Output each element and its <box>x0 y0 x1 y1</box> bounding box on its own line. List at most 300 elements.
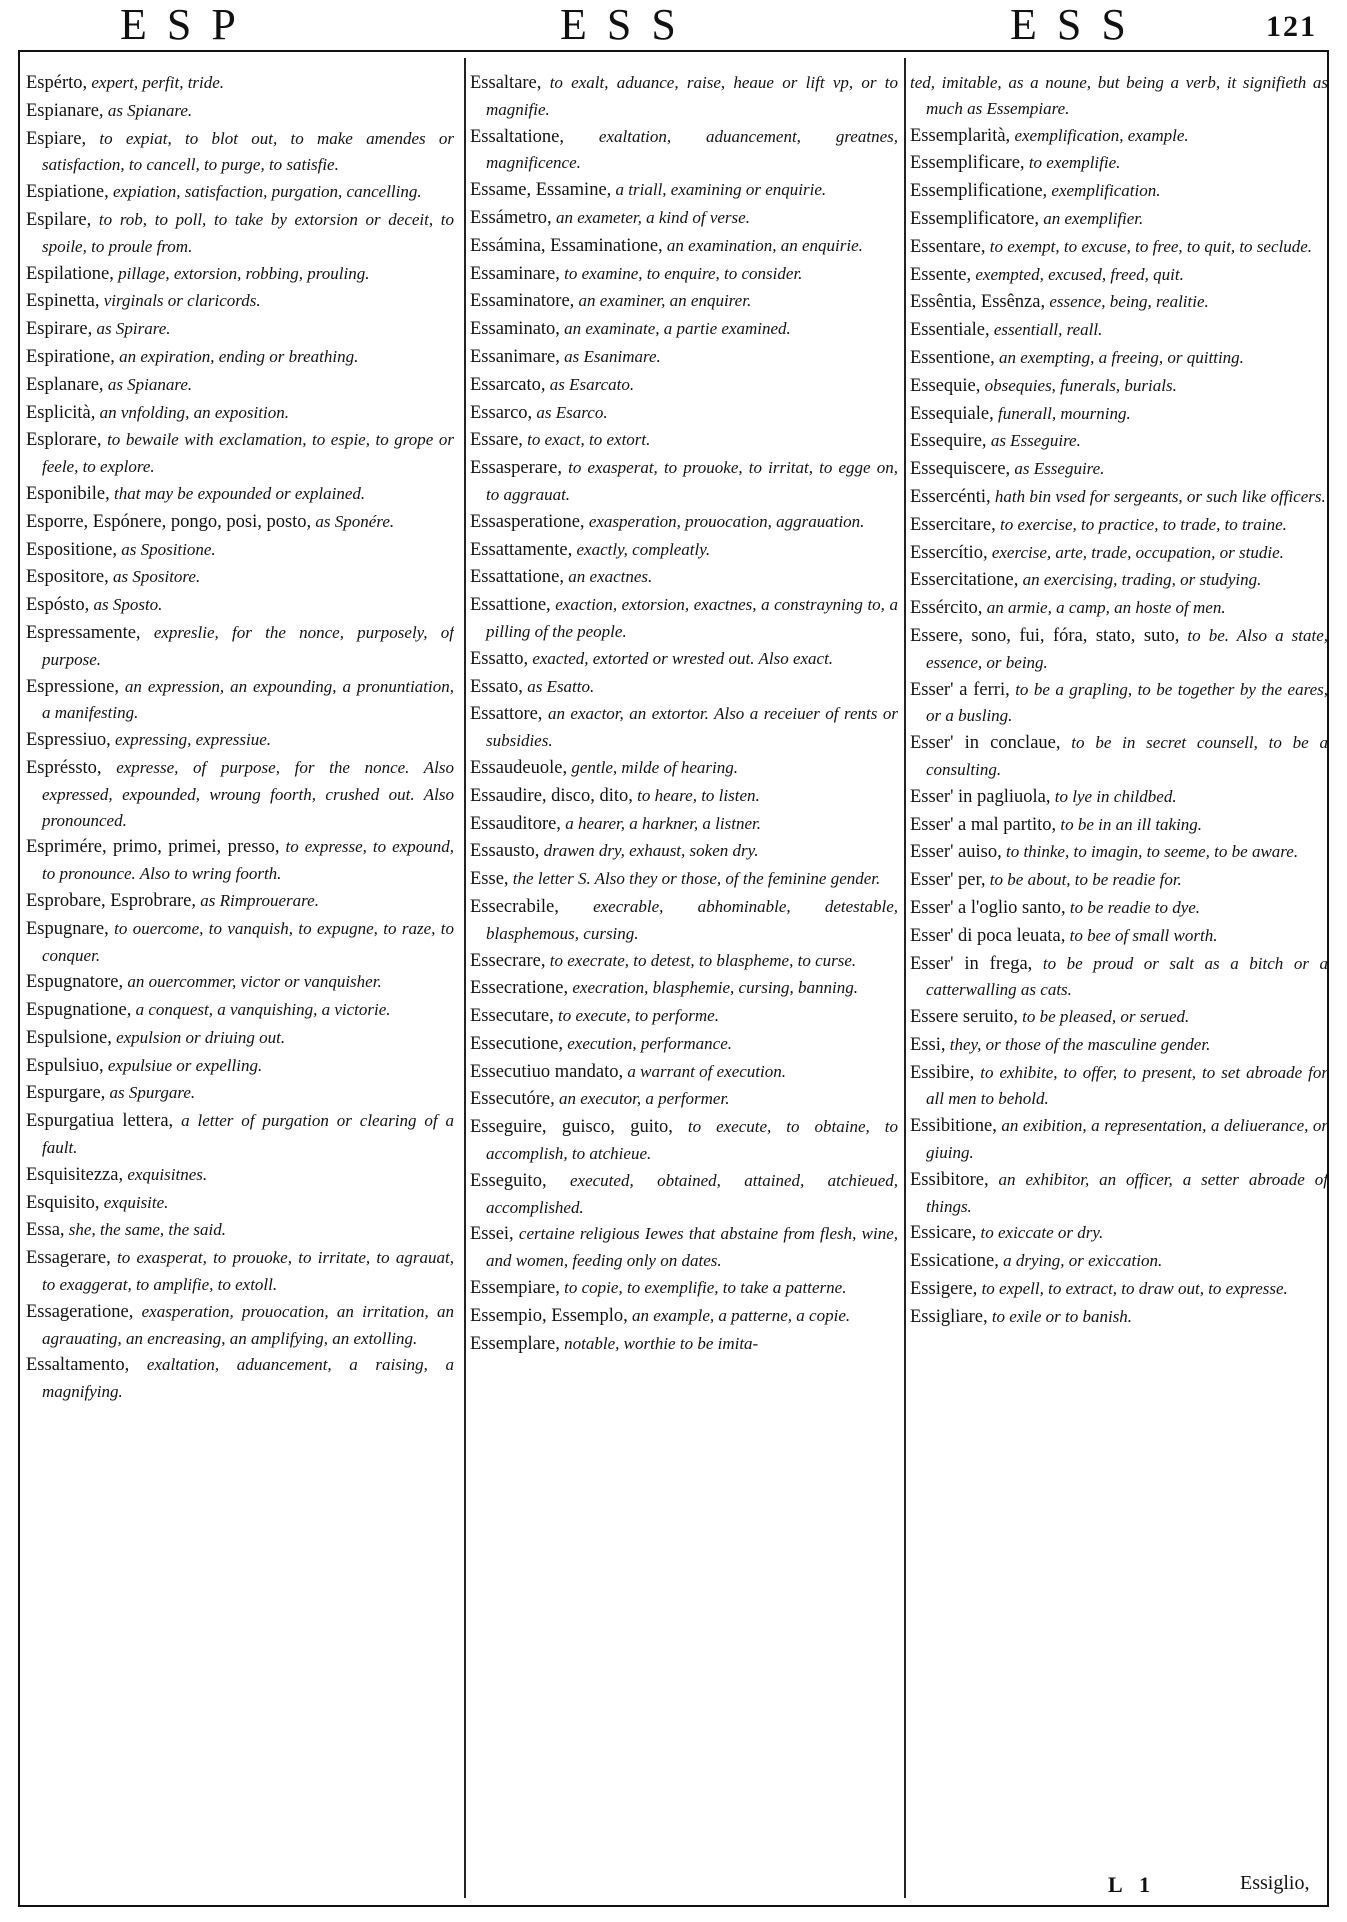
entry-headword: Espiatione, <box>26 182 109 203</box>
entry-definition: an armie, a camp, an hoste of men. <box>986 598 1226 618</box>
dictionary-entry <box>910 839 1328 866</box>
dictionary-entry <box>26 98 454 125</box>
entry-headword: Essemplare, <box>470 1333 560 1354</box>
dictionary-entry <box>910 70 1328 122</box>
dictionary-entry <box>910 401 1328 428</box>
entry-headword: Esplicità, <box>26 402 96 423</box>
dictionary-entry <box>910 867 1328 894</box>
dictionary-entry <box>470 1031 898 1058</box>
entry-headword: Esser' in conclaue, <box>910 733 1061 754</box>
entry-headword: Essêntia, Essênza, <box>910 292 1046 313</box>
entry-headword: Essausto, <box>470 841 540 862</box>
entry-definition: to lye in childbed. <box>1054 786 1177 806</box>
entry-definition: an examination, an enquirie. <box>666 235 863 255</box>
entry-definition: an exempting, a freeing, or quitting. <box>999 347 1244 367</box>
top-rule <box>18 50 1329 52</box>
entry-definition: exemplification, example. <box>1014 125 1189 145</box>
dictionary-entry <box>470 288 898 315</box>
entry-definition: essentiall, reall. <box>993 320 1103 340</box>
entry-definition: to expell, to extract, to draw out, to expresse. <box>981 1279 1288 1299</box>
entry-definition: to be in an ill taking. <box>1060 814 1203 834</box>
dictionary-entry <box>470 70 898 123</box>
dictionary-entry <box>470 592 898 645</box>
entry-headword: Essemplificare, <box>910 153 1025 174</box>
entry-headword: Essattione, <box>470 595 551 616</box>
entry-definition: as Esanimare. <box>564 346 661 366</box>
dictionary-entry <box>26 537 454 564</box>
entry-headword: Essaltare, <box>470 73 542 93</box>
dictionary-entry <box>470 975 898 1002</box>
entry-definition: to be a grapling, to be together by the eares, or a busling. <box>926 679 1328 726</box>
left-border <box>18 50 20 1905</box>
entry-definition: exercise, arte, trade, occupation, or studie. <box>991 542 1284 562</box>
dictionary-entry <box>26 400 454 427</box>
entry-headword: Essecratione, <box>470 978 569 999</box>
entry-headword: Esser' a ferri, <box>910 679 1010 700</box>
dictionary-entry <box>26 1190 454 1217</box>
entry-headword: Essempiare, <box>470 1278 560 1299</box>
entry-headword: Essequiscere, <box>910 459 1011 480</box>
entry-headword: Esser' in pagliuola, <box>910 786 1051 807</box>
dictionary-entry <box>26 207 454 260</box>
entry-definition: as Spositore. <box>112 567 201 587</box>
entry-headword: Esplanare, <box>26 374 104 395</box>
entry-definition: essence, being, realitie. <box>1049 292 1209 312</box>
entry-definition: execution, performance. <box>567 1033 732 1053</box>
entry-headword: Espositione, <box>26 539 117 560</box>
entry-definition: an examiner, an enquirer. <box>578 291 752 311</box>
dictionary-entry <box>470 177 898 204</box>
dictionary-entry <box>26 481 454 508</box>
dictionary-entry <box>26 344 454 371</box>
entry-definition: to exhibite, to offer, to present, to set abroade for all men to behold. <box>926 1062 1328 1109</box>
dictionary-entry <box>470 261 898 288</box>
dictionary-entry <box>470 674 898 701</box>
dictionary-entry <box>26 509 454 536</box>
entry-definition: executed, obtained, attained, atchieued, accomplished. <box>486 1170 898 1217</box>
entry-headword: Essempio, Essemplo, <box>470 1305 628 1326</box>
entry-headword: Essame, Essamine, <box>470 180 612 201</box>
entry-headword: Espérto, <box>26 73 88 93</box>
entry-headword: Essecrare, <box>470 950 546 971</box>
entry-headword: Espiare, <box>26 128 87 149</box>
entry-headword: Essauditore, <box>470 813 561 834</box>
entry-definition: as Sposto. <box>93 595 163 615</box>
entry-headword: Esse, <box>470 869 509 890</box>
entry-definition: to exalt, aduance, raise, heaue or lift vp, or to magnifie. <box>486 73 898 119</box>
entry-headword: Essentare, <box>910 236 986 257</box>
dictionary-entry <box>910 951 1328 1004</box>
dictionary-entry <box>470 894 898 947</box>
entry-definition: exemplification. <box>1051 181 1161 201</box>
entry-definition: to exempt, to excuse, to free, to quit, to seclude. <box>989 236 1313 256</box>
dictionary-entry <box>910 512 1328 539</box>
dictionary-entry <box>470 537 898 564</box>
entry-headword: Esser' a l'oglio santo, <box>910 897 1066 918</box>
entry-headword: Essecrabile, <box>470 896 559 917</box>
dictionary-entry <box>26 316 454 343</box>
entry-headword: Espilatione, <box>26 263 114 284</box>
entry-headword: Esser' a mal partito, <box>910 814 1057 835</box>
entry-headword: Espugnatione, <box>26 1000 132 1021</box>
dictionary-entry <box>910 567 1328 594</box>
entry-headword: Essentione, <box>910 347 995 368</box>
entry-headword: Essemplarità, <box>910 125 1011 146</box>
entry-headword: Essámetro, <box>470 207 552 228</box>
dictionary-entry <box>26 620 454 673</box>
entry-definition: an example, a patterne, a copie. <box>632 1305 851 1325</box>
entry-definition: to exile or to banish. <box>991 1306 1133 1326</box>
dictionary-entry <box>26 1025 454 1052</box>
entry-headword: Espressamente, <box>26 622 141 643</box>
dictionary-entry <box>470 1114 898 1167</box>
entry-definition: a letter of purgation or clearing of a fault. <box>42 1111 454 1158</box>
entry-headword: Esponibile, <box>26 483 110 504</box>
entry-definition: as Spianare. <box>107 374 193 394</box>
dictionary-entry <box>26 126 454 179</box>
column-2 <box>470 70 898 1900</box>
dictionary-entry <box>26 674 454 727</box>
entry-headword: Essibitore, <box>910 1169 989 1190</box>
entry-headword: Essente, <box>910 264 972 285</box>
entry-definition: as Rimprouerare. <box>200 890 319 910</box>
entry-headword: Esprobare, Esprobrare, <box>26 890 197 911</box>
entry-definition: to execute, to performe. <box>557 1006 719 1026</box>
entry-definition: an examinate, a partie examined. <box>564 319 791 339</box>
entry-definition: exaction, extorsion, exactnes, a constrayning to, a pilling of the people. <box>486 595 898 641</box>
dictionary-entry <box>910 677 1328 730</box>
dictionary-entry <box>910 484 1328 511</box>
entry-headword: Esser' di poca leuata, <box>910 925 1066 946</box>
entry-definition: an exhibitor, an officer, a setter abroade of things. <box>926 1169 1328 1216</box>
dictionary-entry <box>910 1167 1328 1220</box>
dictionary-entry <box>470 427 898 454</box>
dictionary-entry <box>470 1168 898 1221</box>
bottom-rule <box>18 1905 1329 1907</box>
column-divider <box>904 58 906 1898</box>
entry-definition: to exact, to extort. <box>527 430 651 450</box>
entry-headword: Essaminare, <box>470 263 560 284</box>
entry-definition: as Esseguire. <box>1014 459 1105 479</box>
dictionary-entry <box>470 1221 898 1274</box>
dictionary-entry <box>26 372 454 399</box>
entry-headword: Esprimére, primo, primei, presso, <box>26 837 280 858</box>
entry-definition: expulsiue or expelling. <box>107 1055 263 1075</box>
entry-headword: Essibire, <box>910 1062 975 1083</box>
entry-headword: Esplorare, <box>26 430 102 451</box>
dictionary-entry <box>910 150 1328 177</box>
dictionary-entry <box>910 784 1328 811</box>
dictionary-entry <box>470 1086 898 1113</box>
entry-definition: to expresse, to expound, to pronounce. Also to wring foorth. <box>42 837 454 884</box>
dictionary-entry <box>910 123 1328 150</box>
entry-definition: to examine, to enquire, to consider. <box>564 263 803 283</box>
dictionary-entry <box>470 316 898 343</box>
entry-headword: Essageratione, <box>26 1301 134 1322</box>
entry-definition: pillage, extorsion, robbing, prouling. <box>118 263 370 283</box>
entry-headword: Espilare, <box>26 209 92 230</box>
entry-headword: Espressione, <box>26 676 119 697</box>
dictionary-entry <box>26 834 454 887</box>
entry-definition: exquisitnes. <box>127 1164 208 1184</box>
page-number: 121 <box>1266 10 1317 43</box>
entry-headword: Essemplificatione, <box>910 181 1048 202</box>
signature-mark: L 1 <box>1108 1872 1156 1897</box>
entry-headword: Espurgatiua lettera, <box>26 1111 174 1132</box>
column-divider <box>464 58 466 1898</box>
entry-headword: Essasperare, <box>470 458 562 479</box>
entry-definition: to ouercome, to vanquish, to expugne, to raze, to conquer. <box>42 918 454 965</box>
entry-definition: to exasperat, to prouoke, to irritat, to egge on, to aggrauat. <box>486 458 898 504</box>
dictionary-entry <box>910 1004 1328 1031</box>
dictionary-entry <box>470 124 898 177</box>
entry-headword: Essagerare, <box>26 1248 111 1269</box>
entry-headword: Essanimare, <box>470 346 560 367</box>
entry-headword: Esquisito, <box>26 1192 100 1213</box>
entry-headword: Essercitatione, <box>910 570 1019 591</box>
entry-headword: Esser' auiso, <box>910 842 1002 863</box>
dictionary-entry <box>470 455 898 508</box>
dictionary-entry <box>470 948 898 975</box>
entry-definition: she, the same, the said. <box>68 1220 227 1240</box>
entry-definition: notable, worthie to be imita- <box>564 1333 759 1353</box>
entry-definition: as Spositione. <box>121 539 216 559</box>
entry-headword: Espianare, <box>26 100 104 121</box>
dictionary-entry <box>26 70 454 97</box>
entry-definition: to expiat, to blot out, to make amendes or satisfaction, to cancell, to purge, to satisfie. <box>42 128 454 175</box>
entry-headword: Espiratione, <box>26 346 115 367</box>
dictionary-entry <box>910 623 1328 676</box>
entry-definition: expulsion or driuing out. <box>116 1027 286 1047</box>
entry-headword: Espulsione, <box>26 1027 112 1048</box>
dictionary-entry <box>26 1217 454 1244</box>
dictionary-entry <box>26 888 454 915</box>
entry-definition: an exactnes. <box>568 567 653 587</box>
entry-definition: to execrate, to detest, to blaspheme, to curse. <box>549 950 857 970</box>
entry-definition: the letter S. Also they or those, of the feminine gender. <box>512 869 881 889</box>
entry-definition: exacted, extorted or wrested out. Also exact. <box>532 648 834 668</box>
entry-definition: exasperation, prouocation, aggrauation. <box>588 511 865 531</box>
dictionary-entry <box>26 1108 454 1161</box>
entry-headword: Esser' per, <box>910 870 986 891</box>
dictionary-entry <box>910 428 1328 455</box>
entry-definition: to be. Also a state, essence, or being. <box>926 625 1328 672</box>
entry-headword: Essato, <box>470 676 523 697</box>
dictionary-entry <box>470 811 898 838</box>
dictionary-entry <box>910 234 1328 261</box>
running-head-col2: ESS <box>560 0 696 49</box>
running-head-col1: ESP <box>120 0 256 49</box>
entry-headword: Essequiale, <box>910 403 994 424</box>
dictionary-entry <box>910 1276 1328 1303</box>
entry-headword: Essaudeuole, <box>470 757 568 778</box>
dictionary-entry <box>470 1003 898 1030</box>
entry-definition: an exibition, a representation, a deliuerance, or giuing. <box>926 1116 1328 1163</box>
dictionary-entry <box>26 1245 454 1298</box>
dictionary-entry <box>26 969 454 996</box>
entry-headword: Essi, <box>910 1034 946 1055</box>
entry-definition: gentle, milde of hearing. <box>571 757 739 777</box>
dictionary-entry <box>26 261 454 288</box>
entry-definition: an ouercommer, victor or vanquisher. <box>127 972 382 992</box>
entry-definition: to execute, to obtaine, to accomplish, to atchieue. <box>486 1117 898 1164</box>
entry-definition: to exasperat, to prouoke, to irritate, to agrauat, to exaggerat, to amplifie, to extoll. <box>42 1248 454 1295</box>
dictionary-entry <box>910 1248 1328 1275</box>
dictionary-entry <box>910 1220 1328 1247</box>
dictionary-entry <box>470 646 898 673</box>
entry-definition: as Sponére. <box>315 511 395 531</box>
dictionary-entry <box>910 373 1328 400</box>
dictionary-entry <box>910 262 1328 289</box>
entry-headword: Espulsiuo, <box>26 1055 104 1076</box>
entry-headword: Essarcato, <box>470 374 546 395</box>
entry-definition: an expiration, ending or breathing. <box>119 346 359 366</box>
dictionary-entry <box>26 727 454 754</box>
entry-headword: Essecutóre, <box>470 1089 555 1110</box>
running-head-col3: ESS <box>1010 0 1146 49</box>
dictionary-entry <box>910 730 1328 783</box>
entry-definition: an expression, an expounding, a pronuntiation, a manifesting. <box>42 676 454 723</box>
entry-headword: Essattamente, <box>470 539 573 560</box>
entry-definition: exempted, excused, freed, quit. <box>975 264 1184 284</box>
entry-headword: Essaminatore, <box>470 291 575 312</box>
entry-definition: exactly, compleatly. <box>576 539 711 559</box>
entry-definition: drawen dry, exhaust, soken dry. <box>543 841 759 861</box>
entry-definition: to be in secret counsell, to be a consulting. <box>926 733 1328 779</box>
entry-definition: hath bin vsed for sergeants, or such like officers. <box>994 486 1326 506</box>
entry-headword: Essaminato, <box>470 319 560 340</box>
entry-headword: Espugnatore, <box>26 972 124 993</box>
entry-headword: Essemplificatore, <box>910 208 1039 229</box>
dictionary-entry <box>26 997 454 1024</box>
entry-definition: to heare, to listen. <box>637 785 760 805</box>
entry-definition: to rob, to poll, to take by extorsion or deceit, to spoile, to proule from. <box>42 209 454 256</box>
dictionary-entry <box>470 400 898 427</box>
dictionary-entry <box>26 564 454 591</box>
dictionary-entry <box>910 895 1328 922</box>
entry-definition: to copie, to exemplifie, to take a patterne. <box>564 1278 847 1298</box>
entry-definition: as Spurgare. <box>109 1083 196 1103</box>
entry-headword: Essattatione, <box>470 567 565 588</box>
dictionary-entry <box>910 1113 1328 1166</box>
dictionary-entry <box>910 812 1328 839</box>
entry-definition: ted, imitable, as a noune, but being a verb, it signifieth as much as Essempiare. <box>910 73 1328 118</box>
entry-headword: Espugnare, <box>26 918 109 939</box>
entry-definition: that may be expounded or explained. <box>114 483 366 503</box>
entry-definition: to be about, to be readie for. <box>989 870 1182 890</box>
entry-headword: Essa, <box>26 1220 65 1241</box>
entry-definition: they, or those of the masculine gender. <box>949 1034 1211 1054</box>
dictionary-entry <box>470 233 898 260</box>
dictionary-entry <box>910 923 1328 950</box>
column-3 <box>910 70 1328 1900</box>
entry-definition: a triall, examining or enquirie. <box>615 180 827 200</box>
entry-headword: Esseguire, guisco, guito, <box>470 1117 673 1138</box>
entry-headword: Esquisitezza, <box>26 1164 124 1185</box>
entry-definition: a drying, or exiccation. <box>1003 1251 1163 1271</box>
entry-headword: Essatto, <box>470 648 529 669</box>
dictionary-entry <box>910 206 1328 233</box>
entry-headword: Essasperatione, <box>470 511 585 532</box>
entry-headword: Essercítio, <box>910 542 988 563</box>
dictionary-entry <box>910 456 1328 483</box>
dictionary-entry <box>470 1303 898 1330</box>
dictionary-entry <box>470 838 898 865</box>
entry-definition: certaine religious Iewes that abstaine from flesh, wine, and women, feeding only on dates. <box>486 1224 898 1271</box>
entry-definition: execrable, abhominable, detestable, blasphemous, cursing. <box>486 896 898 943</box>
entry-headword: Essámina, Essaminatione, <box>470 235 663 256</box>
dictionary-entry <box>470 701 898 754</box>
dictionary-entry <box>910 178 1328 205</box>
entry-headword: Essei, <box>470 1224 514 1245</box>
entry-headword: Espurgare, <box>26 1083 106 1104</box>
dictionary-entry <box>26 427 454 480</box>
entry-headword: Essicare, <box>910 1223 977 1244</box>
entry-definition: to exiccate or dry. <box>980 1223 1104 1243</box>
dictionary-entry <box>910 1304 1328 1331</box>
entry-headword: Essere seruito, <box>910 1007 1018 1028</box>
dictionary-entry <box>470 783 898 810</box>
entry-headword: Essaltamento, <box>26 1355 130 1376</box>
dictionary-entry <box>26 1080 454 1107</box>
entry-headword: Espréssto, <box>26 757 102 778</box>
entry-definition: as Spirare. <box>96 319 171 339</box>
entry-headword: Essere, sono, fui, fóra, stato, suto, <box>910 625 1180 646</box>
entry-definition: exquisite. <box>103 1192 169 1212</box>
entry-definition: a conquest, a vanquishing, a victorie. <box>135 1000 391 1020</box>
dictionary-entry <box>470 755 898 782</box>
entry-definition: to exercise, to practice, to trade, to traine. <box>1000 514 1287 534</box>
entry-headword: Essibitione, <box>910 1116 997 1137</box>
dictionary-entry <box>470 564 898 591</box>
entry-definition: to thinke, to imagin, to seeme, to be aware. <box>1005 842 1299 862</box>
dictionary-entry <box>470 866 898 893</box>
dictionary-entry <box>910 317 1328 344</box>
dictionary-entry <box>470 372 898 399</box>
entry-headword: Essercénti, <box>910 486 991 507</box>
catchword: Essiglio, <box>1240 1872 1310 1894</box>
entry-definition: expiation, satisfaction, purgation, cancelling. <box>112 182 422 202</box>
entry-definition: as Esatto. <box>527 676 595 696</box>
entry-headword: Espositore, <box>26 567 109 588</box>
entry-headword: Esporre, Espónere, pongo, posi, posto, <box>26 511 312 532</box>
dictionary-entry <box>470 1275 898 1302</box>
entry-definition: an exactor, an extortor. Also a receiuer of rents or subsidies. <box>486 704 898 751</box>
entry-definition: to bewaile with exclamation, to espie, to grope or feele, to explore. <box>42 430 454 477</box>
entry-definition: as Esseguire. <box>990 431 1081 451</box>
entry-definition: obsequies, funerals, burials. <box>984 375 1177 395</box>
entry-headword: Essercitare, <box>910 514 996 535</box>
entry-definition: as Spianare. <box>107 100 193 120</box>
entry-headword: Essaltatione, <box>470 126 565 147</box>
entry-headword: Essecutiuo mandato, <box>470 1061 624 1082</box>
entry-definition: to bee of small worth. <box>1069 925 1218 945</box>
column-1 <box>26 70 454 1900</box>
entry-definition: to be readie to dye. <box>1069 897 1201 917</box>
dictionary-entry <box>470 509 898 536</box>
entry-headword: Essequire, <box>910 431 987 452</box>
dictionary-entry <box>26 916 454 969</box>
entry-definition: to exemplifie. <box>1028 153 1121 173</box>
entry-definition: exasperation, prouocation, an irritation, an agrauating, an encreasing, an amplifying, an extolling. <box>42 1301 454 1348</box>
entry-headword: Essattore, <box>470 704 543 725</box>
entry-headword: Essicatione, <box>910 1251 999 1272</box>
entry-definition: an exemplifier. <box>1043 208 1144 228</box>
dictionary-entry <box>26 288 454 315</box>
dictionary-entry <box>910 1032 1328 1059</box>
entry-definition: an executor, a performer. <box>559 1089 730 1109</box>
entry-headword: Esser' in frega, <box>910 953 1033 974</box>
